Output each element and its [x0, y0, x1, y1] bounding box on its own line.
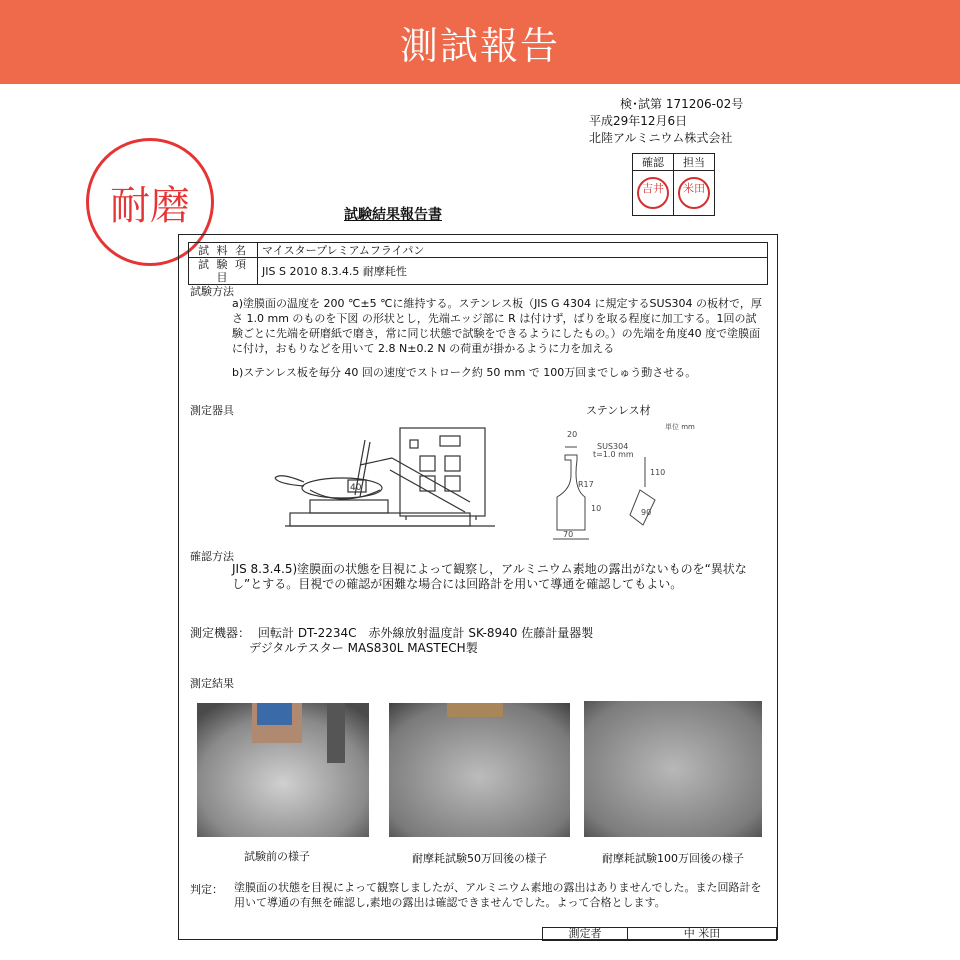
sample-info-table	[188, 242, 768, 285]
caption-500k: 耐摩耗試験50万回後の様子	[412, 852, 547, 865]
caption-1m: 耐摩耗試験100万回後の様子	[602, 852, 744, 865]
angle-label: 40	[350, 483, 362, 493]
company-name: 北陸アルミニウム株式会社	[589, 131, 733, 145]
confirm-text: JIS 8.3.4.5)塗膜面の状態を目視によって観察し，アルミニウム素地の露出がないものを“異状なし”とする。目視での確認が困難な場合には回路計を用いて導通を確認してもよい。	[232, 562, 747, 591]
photo-500k-cycles	[389, 703, 570, 837]
material-label: SUS304	[597, 442, 629, 451]
judgement-text: 塗膜面の状態を目視によって観察しましたが、アルミニウム素地の露出はありませんでした。また回路計を用いて導通の有無を確認し,素地の露出は確認できませんでした。よって合格とします。	[234, 881, 762, 909]
photo-before-test	[197, 703, 369, 837]
dim-radius: R17	[578, 480, 594, 489]
tester-table	[542, 927, 777, 941]
report-title: 試験結果報告書	[344, 207, 442, 223]
badge-text: 耐磨	[110, 182, 190, 229]
instruments-label: 測定機器：	[190, 626, 251, 640]
confirm-heading: 確認方法	[190, 550, 234, 563]
page-header	[0, 0, 960, 84]
method-a: a)塗膜面の温度を 200 ℃±5 ℃に維持する。ステンレス板（JIS G 4304 に規定するSUS304 の板材で，厚さ 1.0 mm のものを下図 の形状とし，先端エッジ部に R は付けず，ばりを取る程度に加工する。1回の試験ごとに先端を研磨紙で磨き，常に同じ状態で試験をできるようにしたもの。）の先端を角度40 度で塗膜面に付け，おもりなどを用いて 2.8 N±0.2 N の荷重が掛かるように力を加える	[232, 297, 762, 355]
tester-label: 測定者	[543, 928, 628, 941]
dim-small: 10	[591, 504, 602, 513]
judgement-label: 判定：	[190, 883, 223, 896]
method-b: b)ステンレス板を毎分 40 回の速度でストローク約 50 mm で 100万回までしゅう動させる。	[232, 366, 697, 379]
dim-top: 20	[567, 430, 578, 439]
item-value: JIS S 2010 8.3.4.5 耐摩耗性	[258, 258, 768, 285]
test-apparatus-diagram	[270, 420, 500, 535]
thickness-label: t=1.0 mm	[593, 450, 634, 459]
tester-name: 中 米田	[628, 928, 777, 941]
unit-label: 単位 mm	[665, 423, 695, 431]
sample-value: マイスタープレミアムフライパン	[258, 243, 768, 258]
sample-label: 試 料 名	[189, 243, 258, 258]
instruments-line-2: デジタルテスター MAS830L MASTECH製	[249, 641, 478, 655]
approval-table	[632, 153, 715, 216]
issuer-block	[589, 96, 743, 147]
photo-1m-cycles	[584, 701, 762, 837]
apparatus-heading: 測定器具	[190, 404, 234, 417]
header-title: 測試報告	[399, 23, 560, 68]
charge-label: 担当	[674, 154, 715, 171]
charge-seal: 米田	[678, 177, 710, 209]
instruments-line-1: 回転計 DT-2234C 赤外線放射温度計 SK-8940 佐藤計量器製	[258, 626, 594, 640]
confirm-label: 確認	[633, 154, 674, 171]
item-label: 試 験 項 目	[189, 258, 258, 285]
results-heading: 測定結果	[190, 677, 234, 690]
stainless-heading: ステンレス材	[586, 404, 651, 417]
confirm-seal: 吉井	[637, 177, 669, 209]
dim-width: 70	[563, 530, 574, 539]
method-heading: 試験方法	[190, 285, 234, 298]
caption-before: 試験前の様子	[244, 850, 310, 863]
dim-height: 110	[650, 468, 666, 477]
report-number: 検･試第 171206-02号	[620, 97, 744, 111]
report-date: 平成29年12月6日	[589, 114, 688, 128]
stainless-plate-diagram	[545, 415, 715, 545]
dim-angle: 90	[641, 508, 652, 517]
